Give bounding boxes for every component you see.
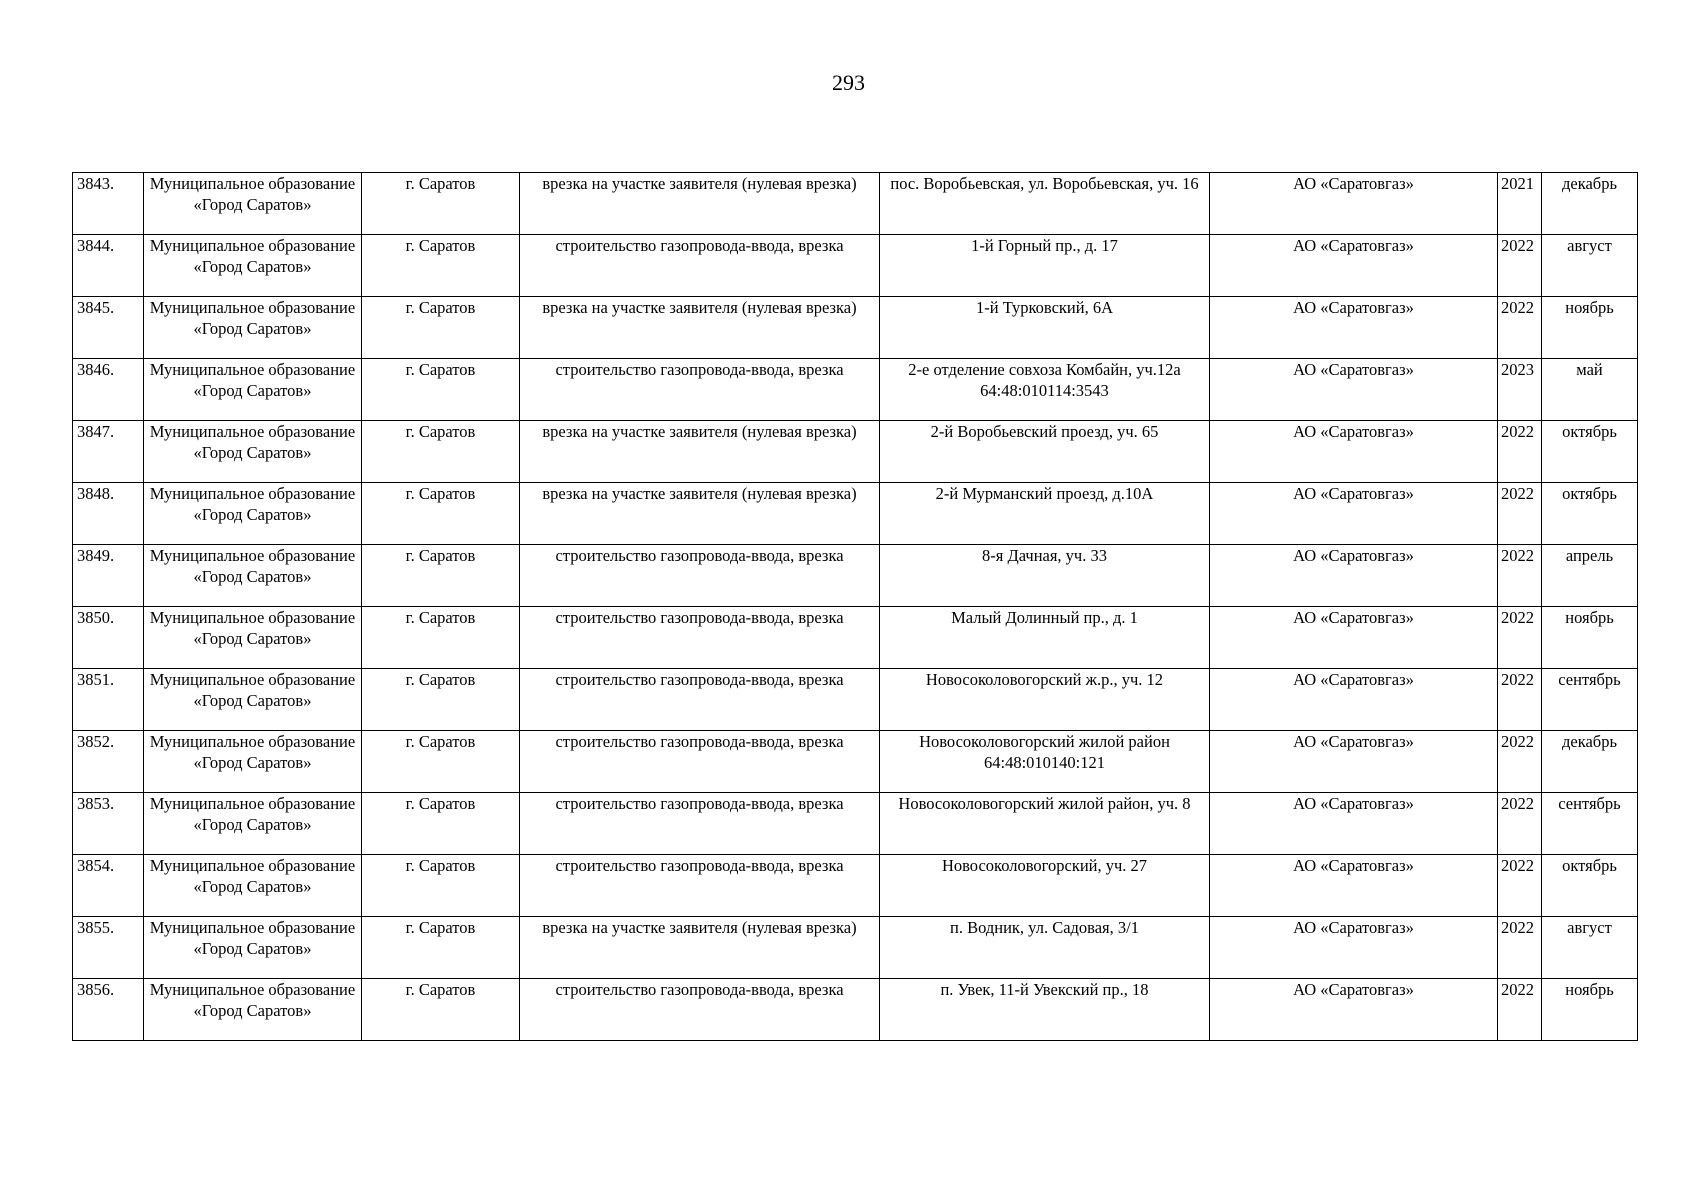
city-cell: г. Саратов xyxy=(362,979,520,1041)
table-row xyxy=(73,545,1638,607)
address-cell: Новосоколовогорский, уч. 27 xyxy=(880,855,1210,917)
table-row xyxy=(73,483,1638,545)
organization-cell: АО «Саратовгаз» xyxy=(1210,173,1498,235)
row-number: 3846. xyxy=(73,359,144,421)
organization-cell: АО «Саратовгаз» xyxy=(1210,483,1498,545)
row-number: 3843. xyxy=(73,173,144,235)
organization-cell: АО «Саратовгаз» xyxy=(1210,297,1498,359)
municipality-cell: Муниципальное образование «Город Саратов» xyxy=(144,917,362,979)
address-cell: 1-й Турковский, 6А xyxy=(880,297,1210,359)
month-cell: ноябрь xyxy=(1542,297,1638,359)
organization-cell: АО «Саратовгаз» xyxy=(1210,545,1498,607)
row-number: 3847. xyxy=(73,421,144,483)
organization-cell: АО «Саратовгаз» xyxy=(1210,979,1498,1041)
city-cell: г. Саратов xyxy=(362,793,520,855)
municipality-cell: Муниципальное образование «Город Саратов» xyxy=(144,607,362,669)
work-type-cell: строительство газопровода-ввода, врезка xyxy=(520,855,880,917)
month-cell: ноябрь xyxy=(1542,607,1638,669)
month-cell: август xyxy=(1542,917,1638,979)
organization-cell: АО «Саратовгаз» xyxy=(1210,235,1498,297)
city-cell: г. Саратов xyxy=(362,297,520,359)
municipality-cell: Муниципальное образование «Город Саратов» xyxy=(144,297,362,359)
address-cell: п. Увек, 11-й Увекский пр., 18 xyxy=(880,979,1210,1041)
month-cell: август xyxy=(1542,235,1638,297)
address-cell: 8-я Дачная, уч. 33 xyxy=(880,545,1210,607)
row-number: 3851. xyxy=(73,669,144,731)
address-cell: Малый Долинный пр., д. 1 xyxy=(880,607,1210,669)
year-cell: 2022 xyxy=(1498,483,1542,545)
month-cell: май xyxy=(1542,359,1638,421)
registry-table-body xyxy=(73,173,1638,1041)
city-cell: г. Саратов xyxy=(362,917,520,979)
month-cell: сентябрь xyxy=(1542,793,1638,855)
municipality-cell: Муниципальное образование «Город Саратов» xyxy=(144,235,362,297)
municipality-cell: Муниципальное образование «Город Саратов» xyxy=(144,359,362,421)
year-cell: 2021 xyxy=(1498,173,1542,235)
organization-cell: АО «Саратовгаз» xyxy=(1210,421,1498,483)
row-number: 3848. xyxy=(73,483,144,545)
table-row xyxy=(73,669,1638,731)
municipality-cell: Муниципальное образование «Город Саратов» xyxy=(144,855,362,917)
work-type-cell: строительство газопровода-ввода, врезка xyxy=(520,979,880,1041)
table-row xyxy=(73,297,1638,359)
municipality-cell: Муниципальное образование «Город Саратов» xyxy=(144,793,362,855)
organization-cell: АО «Саратовгаз» xyxy=(1210,669,1498,731)
table-row xyxy=(73,173,1638,235)
work-type-cell: врезка на участке заявителя (нулевая врезка) xyxy=(520,297,880,359)
city-cell: г. Саратов xyxy=(362,421,520,483)
row-number: 3852. xyxy=(73,731,144,793)
row-number: 3853. xyxy=(73,793,144,855)
year-cell: 2022 xyxy=(1498,731,1542,793)
month-cell: сентябрь xyxy=(1542,669,1638,731)
table-row xyxy=(73,979,1638,1041)
work-type-cell: врезка на участке заявителя (нулевая врезка) xyxy=(520,173,880,235)
row-number: 3854. xyxy=(73,855,144,917)
row-number: 3845. xyxy=(73,297,144,359)
month-cell: апрель xyxy=(1542,545,1638,607)
municipality-cell: Муниципальное образование «Город Саратов» xyxy=(144,545,362,607)
year-cell: 2022 xyxy=(1498,235,1542,297)
row-number: 3849. xyxy=(73,545,144,607)
organization-cell: АО «Саратовгаз» xyxy=(1210,607,1498,669)
organization-cell: АО «Саратовгаз» xyxy=(1210,731,1498,793)
address-cell: 1-й Горный пр., д. 17 xyxy=(880,235,1210,297)
row-number: 3844. xyxy=(73,235,144,297)
address-cell: Новосоколовогорский жилой район, уч. 8 xyxy=(880,793,1210,855)
table-row xyxy=(73,235,1638,297)
year-cell: 2022 xyxy=(1498,855,1542,917)
address-cell: п. Водник, ул. Садовая, 3/1 xyxy=(880,917,1210,979)
work-type-cell: строительство газопровода-ввода, врезка xyxy=(520,235,880,297)
city-cell: г. Саратов xyxy=(362,359,520,421)
municipality-cell: Муниципальное образование «Город Саратов» xyxy=(144,669,362,731)
year-cell: 2022 xyxy=(1498,607,1542,669)
table-row xyxy=(73,793,1638,855)
table-row xyxy=(73,359,1638,421)
table-row xyxy=(73,917,1638,979)
address-cell: пос. Воробьевская, ул. Воробьевская, уч. 16 xyxy=(880,173,1210,235)
city-cell: г. Саратов xyxy=(362,669,520,731)
month-cell: ноябрь xyxy=(1542,979,1638,1041)
year-cell: 2023 xyxy=(1498,359,1542,421)
work-type-cell: строительство газопровода-ввода, врезка xyxy=(520,793,880,855)
registry-table xyxy=(72,172,1638,1041)
table-row xyxy=(73,607,1638,669)
page-number: 293 xyxy=(832,70,865,95)
year-cell: 2022 xyxy=(1498,917,1542,979)
work-type-cell: строительство газопровода-ввода, врезка xyxy=(520,545,880,607)
municipality-cell: Муниципальное образование «Город Саратов» xyxy=(144,979,362,1041)
city-cell: г. Саратов xyxy=(362,607,520,669)
work-type-cell: строительство газопровода-ввода, врезка xyxy=(520,607,880,669)
month-cell: октябрь xyxy=(1542,855,1638,917)
city-cell: г. Саратов xyxy=(362,731,520,793)
city-cell: г. Саратов xyxy=(362,235,520,297)
city-cell: г. Саратов xyxy=(362,855,520,917)
address-cell: 2-й Воробьевский проезд, уч. 65 xyxy=(880,421,1210,483)
year-cell: 2022 xyxy=(1498,421,1542,483)
address-cell: 2-е отделение совхоза Комбайн, уч.12а 64:48:010114:3543 xyxy=(880,359,1210,421)
address-cell: Новосоколовогорский жилой район 64:48:010140:121 xyxy=(880,731,1210,793)
work-type-cell: строительство газопровода-ввода, врезка xyxy=(520,669,880,731)
work-type-cell: строительство газопровода-ввода, врезка xyxy=(520,731,880,793)
work-type-cell: врезка на участке заявителя (нулевая врезка) xyxy=(520,917,880,979)
row-number: 3856. xyxy=(73,979,144,1041)
table-row xyxy=(73,421,1638,483)
city-cell: г. Саратов xyxy=(362,483,520,545)
work-type-cell: врезка на участке заявителя (нулевая врезка) xyxy=(520,483,880,545)
year-cell: 2022 xyxy=(1498,793,1542,855)
table-row xyxy=(73,731,1638,793)
month-cell: октябрь xyxy=(1542,483,1638,545)
organization-cell: АО «Саратовгаз» xyxy=(1210,359,1498,421)
row-number: 3855. xyxy=(73,917,144,979)
month-cell: декабрь xyxy=(1542,173,1638,235)
year-cell: 2022 xyxy=(1498,297,1542,359)
organization-cell: АО «Саратовгаз» xyxy=(1210,793,1498,855)
work-type-cell: строительство газопровода-ввода, врезка xyxy=(520,359,880,421)
year-cell: 2022 xyxy=(1498,669,1542,731)
organization-cell: АО «Саратовгаз» xyxy=(1210,855,1498,917)
work-type-cell: врезка на участке заявителя (нулевая врезка) xyxy=(520,421,880,483)
city-cell: г. Саратов xyxy=(362,545,520,607)
city-cell: г. Саратов xyxy=(362,173,520,235)
address-cell: Новосоколовогорский ж.р., уч. 12 xyxy=(880,669,1210,731)
year-cell: 2022 xyxy=(1498,979,1542,1041)
municipality-cell: Муниципальное образование «Город Саратов» xyxy=(144,731,362,793)
row-number: 3850. xyxy=(73,607,144,669)
municipality-cell: Муниципальное образование «Город Саратов» xyxy=(144,173,362,235)
organization-cell: АО «Саратовгаз» xyxy=(1210,917,1498,979)
month-cell: октябрь xyxy=(1542,421,1638,483)
municipality-cell: Муниципальное образование «Город Саратов» xyxy=(144,421,362,483)
year-cell: 2022 xyxy=(1498,545,1542,607)
municipality-cell: Муниципальное образование «Город Саратов» xyxy=(144,483,362,545)
month-cell: декабрь xyxy=(1542,731,1638,793)
table-row xyxy=(73,855,1638,917)
address-cell: 2-й Мурманский проезд, д.10А xyxy=(880,483,1210,545)
